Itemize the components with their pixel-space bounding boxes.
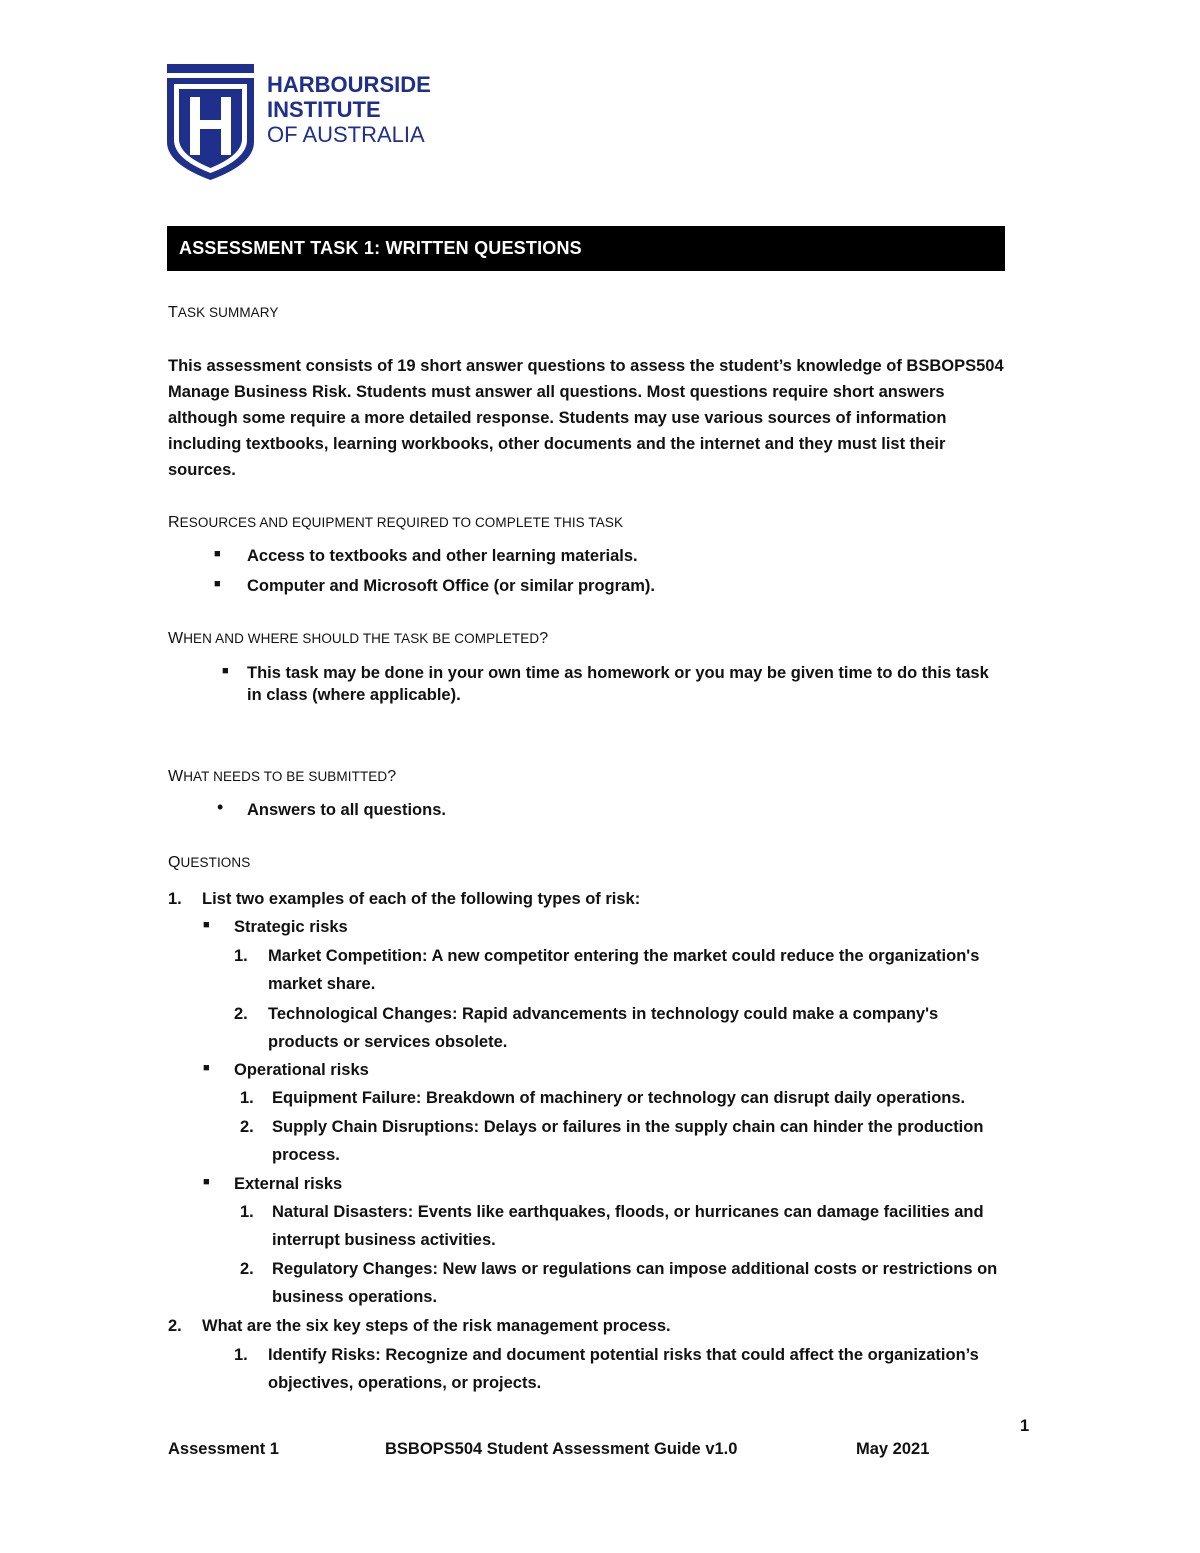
when-item-line-2: in class (where applicable). [247, 686, 461, 704]
list-number: 2. [240, 1260, 254, 1278]
external-item-1-line-2: interrupt business activities. [272, 1231, 496, 1249]
strategic-item-1-line-1: Market Competition: A new competitor entering the market could reduce the organization's [268, 947, 980, 965]
resource-item-1: Access to textbooks and other learning materials. [247, 547, 638, 565]
strategic-risks-label: Strategic risks [234, 918, 348, 936]
footer-center: BSBOPS504 Student Assessment Guide v1.0 [385, 1440, 738, 1458]
external-item-2-line-1: Regulatory Changes: New laws or regulations can impose additional costs or restrictions on [272, 1260, 998, 1278]
footer-left: Assessment 1 [168, 1440, 279, 1458]
list-number: 2. [240, 1118, 254, 1136]
questions-heading: QUESTIONS [168, 854, 251, 871]
summary-line-2: Manage Business Risk. Students must answer all questions. Most questions require short answers [168, 383, 945, 401]
task-summary-heading: TASK SUMMARY [168, 304, 279, 321]
question-number: 1. [168, 890, 182, 908]
list-number: 1. [240, 1203, 254, 1221]
bullet-icon: ■ [203, 1062, 210, 1074]
bullet-icon: ■ [203, 1176, 210, 1188]
question-number: 2. [168, 1317, 182, 1335]
logo-wordmark [267, 72, 431, 147]
submit-heading: WHAT NEEDS TO BE SUBMITTED? [168, 768, 397, 785]
strategic-item-2-line-2: products or services obsolete. [268, 1033, 508, 1051]
strategic-item-2-line-1: Technological Changes: Rapid advancements in technology could make a company's [268, 1005, 939, 1023]
summary-line-4: including textbooks, learning workbooks, other documents and the internet and they must list their [168, 435, 946, 453]
operational-item-2-line-2: process. [272, 1146, 340, 1164]
page-number: 1 [1020, 1417, 1030, 1435]
when-heading: WHEN AND WHERE SHOULD THE TASK BE COMPLETED? [168, 630, 549, 647]
list-number: 1. [234, 947, 248, 965]
step-1-line-1: Identify Risks: Recognize and document potential risks that could affect the organization’s [268, 1346, 979, 1364]
list-number: 1. [240, 1089, 254, 1107]
external-item-1-line-1: Natural Disasters: Events like earthquakes, floods, or hurricanes can damage facilities and [272, 1203, 984, 1221]
strategic-item-1-line-2: market share. [268, 975, 376, 993]
question-2-text: What are the six key steps of the risk management process. [202, 1317, 671, 1335]
resource-item-2: Computer and Microsoft Office (or similar program). [247, 577, 655, 595]
task-banner [167, 226, 1005, 271]
external-item-2-line-2: business operations. [272, 1288, 438, 1306]
logo-line-3: OF AUSTRALIA [267, 122, 425, 147]
bullet-icon: ■ [203, 919, 210, 931]
step-1-line-2: objectives, operations, or projects. [268, 1374, 542, 1392]
submit-item: Answers to all questions. [247, 801, 446, 819]
bullet-icon: ■ [214, 548, 221, 560]
list-number: 2. [234, 1005, 248, 1023]
operational-risks-label: Operational risks [234, 1061, 369, 1079]
task-banner-title: ASSESSMENT TASK 1: WRITTEN QUESTIONS [179, 238, 582, 258]
external-risks-label: External risks [234, 1175, 343, 1193]
summary-line-3: although some require a more detailed response. Students may use various sources of information [168, 409, 947, 427]
bullet-icon: ■ [214, 578, 221, 590]
logo-line-2: INSTITUTE [267, 97, 381, 122]
list-number: 1. [234, 1346, 248, 1364]
operational-item-1-line-1: Equipment Failure: Breakdown of machinery or technology can disrupt daily operations. [272, 1089, 966, 1107]
operational-item-2-line-1: Supply Chain Disruptions: Delays or failures in the supply chain can hinder the production [272, 1118, 984, 1136]
bullet-dot-icon: • [217, 797, 224, 817]
footer-right: May 2021 [856, 1440, 930, 1458]
logo-shield [167, 64, 254, 181]
resources-heading: RESOURCES AND EQUIPMENT REQUIRED TO COMPLETE THIS TASK [168, 514, 624, 531]
when-item-line-1: This task may be done in your own time as homework or you may be given time to do this task [247, 664, 989, 682]
bullet-icon: ■ [222, 665, 229, 677]
logo-line-1: HARBOURSIDE [267, 72, 431, 97]
summary-line-1: This assessment consists of 19 short answer questions to assess the student’s knowledge of BSBOPS504 [168, 357, 1004, 375]
summary-line-5: sources. [168, 461, 236, 479]
question-1-text: List two examples of each of the following types of risk: [202, 890, 641, 908]
